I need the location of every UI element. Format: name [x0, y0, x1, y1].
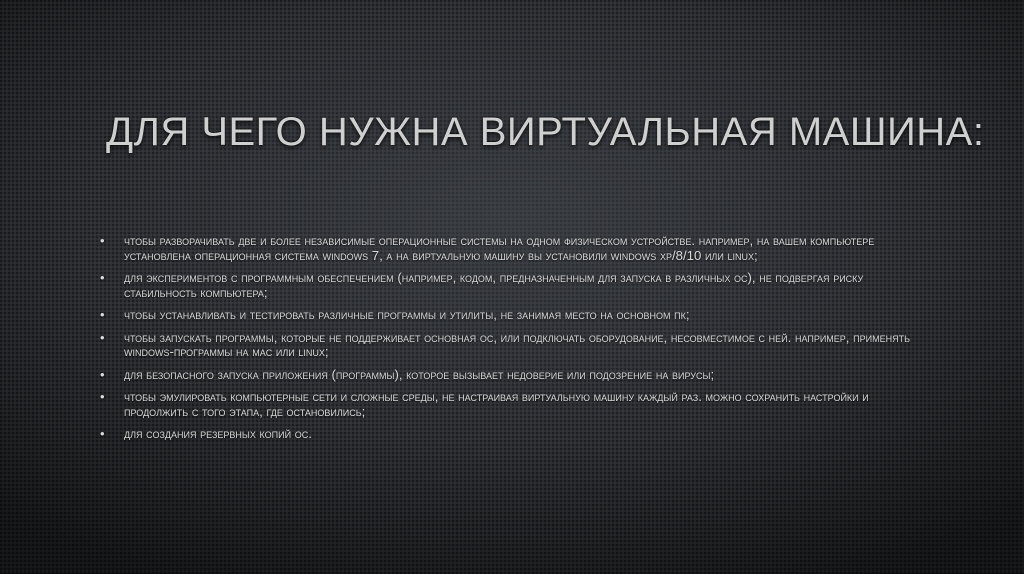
bullet-list: [100, 234, 930, 450]
list-item-text: для экспериментов с программным обеспечением (например, кодом, предназначенным для запуска в различных ос), не подвергая риску стабильность компьютера;: [124, 270, 864, 300]
bullet-icon: •: [100, 389, 105, 404]
list-item-text: чтобы разворачивать две и более независимые операционные системы на одном физическом устройстве. например, на вашем компьютере установлена операционная система windows 7, а на виртуальную машину вы установили windows xp/8/10 или linux;: [124, 233, 875, 263]
list-item-text: чтобы эмулировать компьютерные сети и сложные среды, не настраивая виртуальную машину каждый раз. можно сохранить настройки и продолжить с того этапа, где остановились;: [124, 389, 869, 419]
list-item: [100, 427, 930, 442]
bullet-icon: •: [100, 426, 105, 441]
bullet-icon: •: [100, 307, 105, 322]
list-item: [100, 308, 930, 323]
list-item-text: чтобы устанавливать и тестировать различные программы и утилиты, не занимая место на основном пк;: [124, 307, 690, 322]
bullet-icon: •: [100, 233, 105, 248]
list-item: [100, 234, 930, 263]
list-item: [100, 271, 930, 300]
bullet-icon: •: [100, 366, 105, 382]
list-item-text: чтобы запускать программы, которые не поддерживает основная ос, или подключать оборудование, несовместимое с ней. например, применять windows-программы на mac или linux;: [124, 329, 910, 359]
list-item-text: для создания резервных копий ос.: [124, 426, 312, 441]
bullet-icon: •: [100, 329, 105, 345]
list-item: [100, 331, 930, 360]
list-item: [100, 368, 930, 383]
list-item-text: для безопасного запуска приложения (программы), которое вызывает недоверие или подозрение на вирусы;: [124, 366, 715, 382]
list-item: [100, 390, 930, 419]
bullet-icon: •: [100, 270, 105, 285]
slide-title: ДЛЯ ЧЕГО НУЖНА ВИРТУАЛЬНАЯ МАШИНА:: [106, 110, 985, 154]
